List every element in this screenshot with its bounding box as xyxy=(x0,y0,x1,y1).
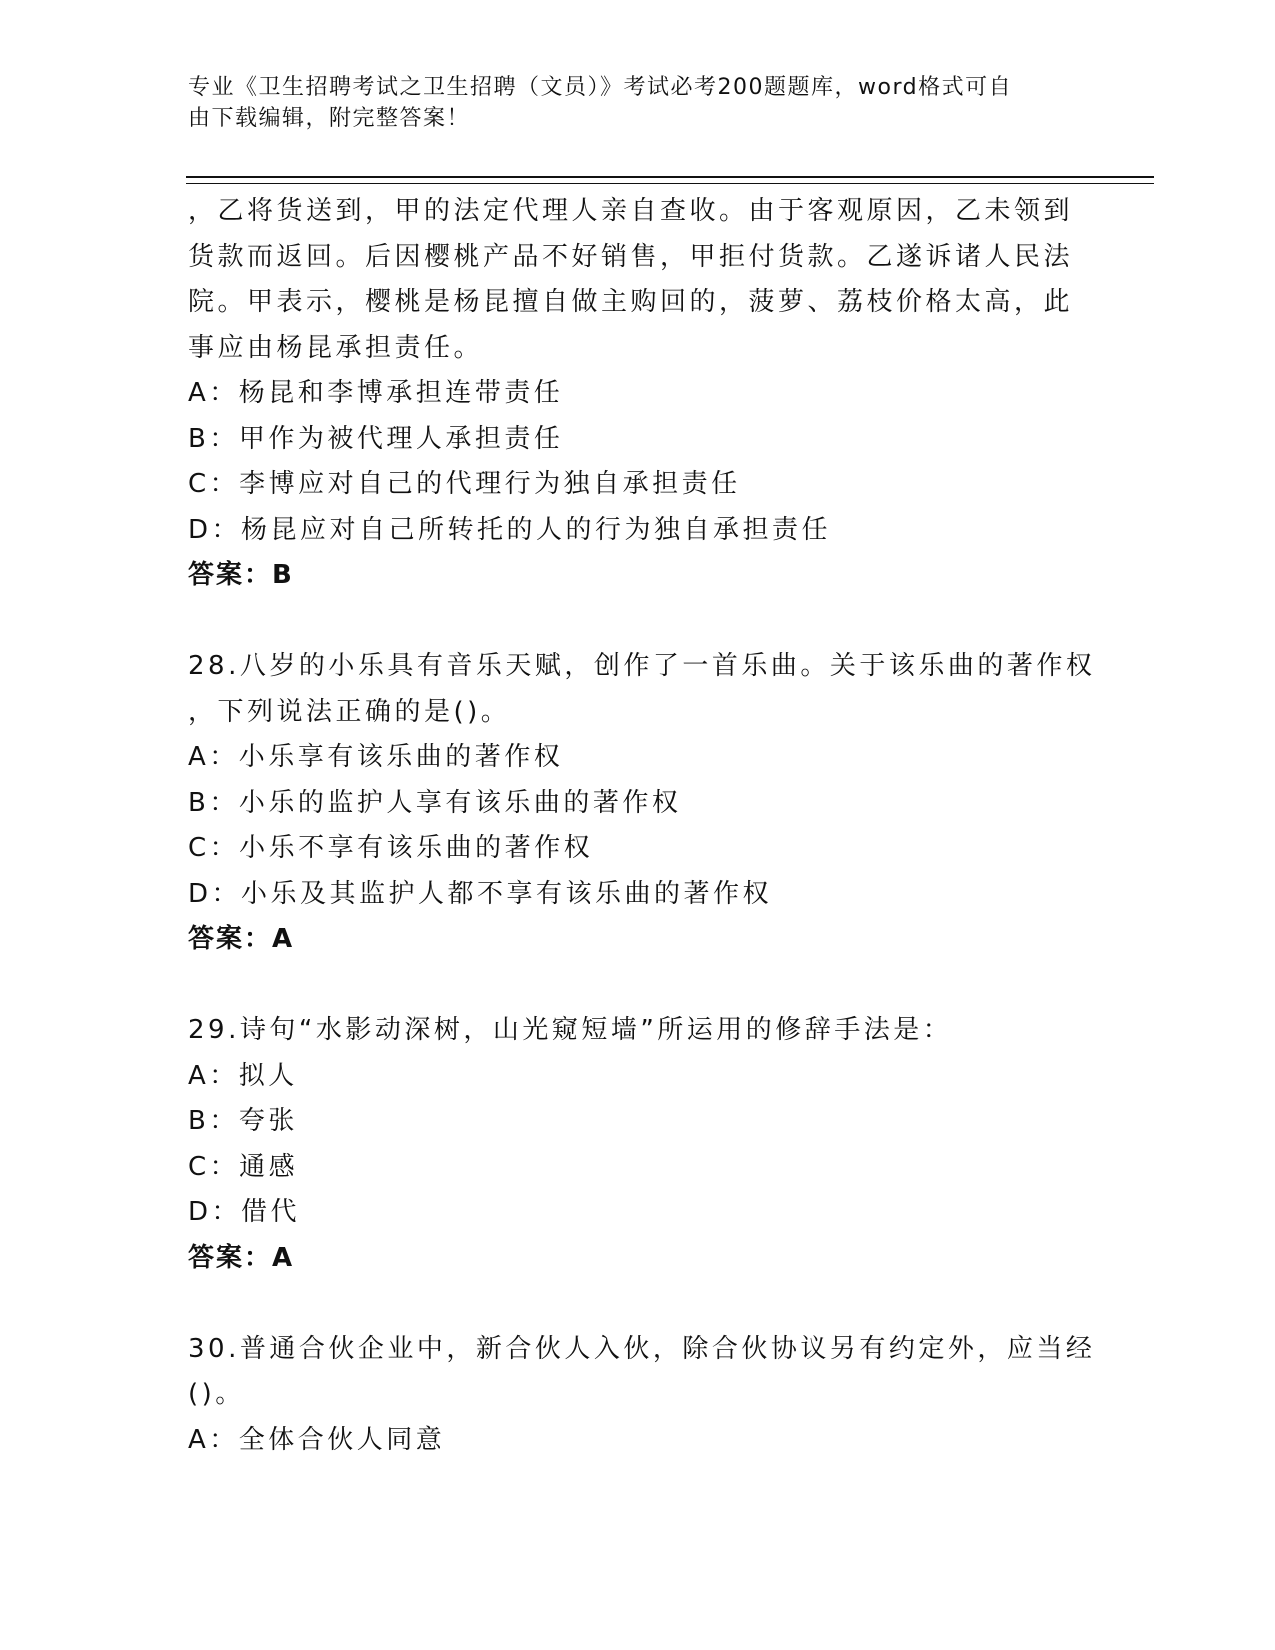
spacer xyxy=(188,599,1088,645)
question-stem-line: ()。 xyxy=(188,1379,245,1409)
option-c: C：通感 xyxy=(188,1151,299,1182)
question-stem-line: 29.诗句“水影动深树，山光窥短墙”所运用的修辞手法是： xyxy=(188,1015,953,1045)
question-stem-line: 货款而返回。后因樱桃产品不好销售，甲拒付货款。乙遂诉诸人民法 xyxy=(188,241,1074,272)
answer-line: 答案：B xyxy=(188,560,294,590)
answer-line: 答案：A xyxy=(188,1242,295,1273)
spacer xyxy=(188,1281,1088,1327)
option-d: D：借代 xyxy=(188,1197,301,1227)
option-d: D：杨昆应对自己所转托的人的行为独自承担责任 xyxy=(188,514,832,545)
question-stem-line: ，下列说法正确的是()。 xyxy=(188,696,511,727)
option-b: B：小乐的监护人享有该乐曲的著作权 xyxy=(188,787,682,818)
question-29 xyxy=(188,1008,1088,1281)
header-divider-thick xyxy=(186,176,1154,178)
header-divider-thin xyxy=(186,183,1154,184)
option-b: B：夸张 xyxy=(188,1106,298,1136)
header-line-1: 专业《卫生招聘考试之卫生招聘（文员）》考试必考200题题库，word格式可自 xyxy=(188,75,1013,100)
question-stem-line: 30.普通合伙企业中，新合伙人入伙，除合伙协议另有约定外，应当经 xyxy=(188,1333,1096,1364)
question-27 xyxy=(188,189,1088,599)
option-c: C：李博应对自己的代理行为独自承担责任 xyxy=(188,469,741,499)
question-stem-line: 事应由杨昆承担责任。 xyxy=(188,332,484,363)
question-30 xyxy=(188,1327,1096,1464)
question-28 xyxy=(188,644,1096,963)
answer-line: 答案：A xyxy=(188,924,295,954)
page-header xyxy=(188,72,1078,134)
spacer xyxy=(188,963,1088,1009)
question-stem-line: ，乙将货送到，甲的法定代理人亲自查收。由于客观原因，乙未领到 xyxy=(188,196,1074,226)
question-stem-line: 院。甲表示，樱桃是杨昆擅自做主购回的，菠萝、荔枝价格太高，此 xyxy=(188,287,1074,317)
option-b: B：甲作为被代理人承担责任 xyxy=(188,423,564,454)
option-a: A：拟人 xyxy=(188,1060,298,1091)
question-stem-line: 28.八岁的小乐具有音乐天赋，创作了一首乐曲。关于该乐曲的著作权 xyxy=(188,651,1096,681)
option-a: A：小乐享有该乐曲的著作权 xyxy=(188,742,564,772)
document-body xyxy=(188,189,1096,1463)
header-line-2: 由下载编辑，附完整答案！ xyxy=(188,106,471,131)
option-a: A：全体合伙人同意 xyxy=(188,1424,446,1455)
option-c: C：小乐不享有该乐曲的著作权 xyxy=(188,833,594,863)
option-d: D：小乐及其监护人都不享有该乐曲的著作权 xyxy=(188,878,773,909)
option-a: A：杨昆和李博承担连带责任 xyxy=(188,378,564,408)
